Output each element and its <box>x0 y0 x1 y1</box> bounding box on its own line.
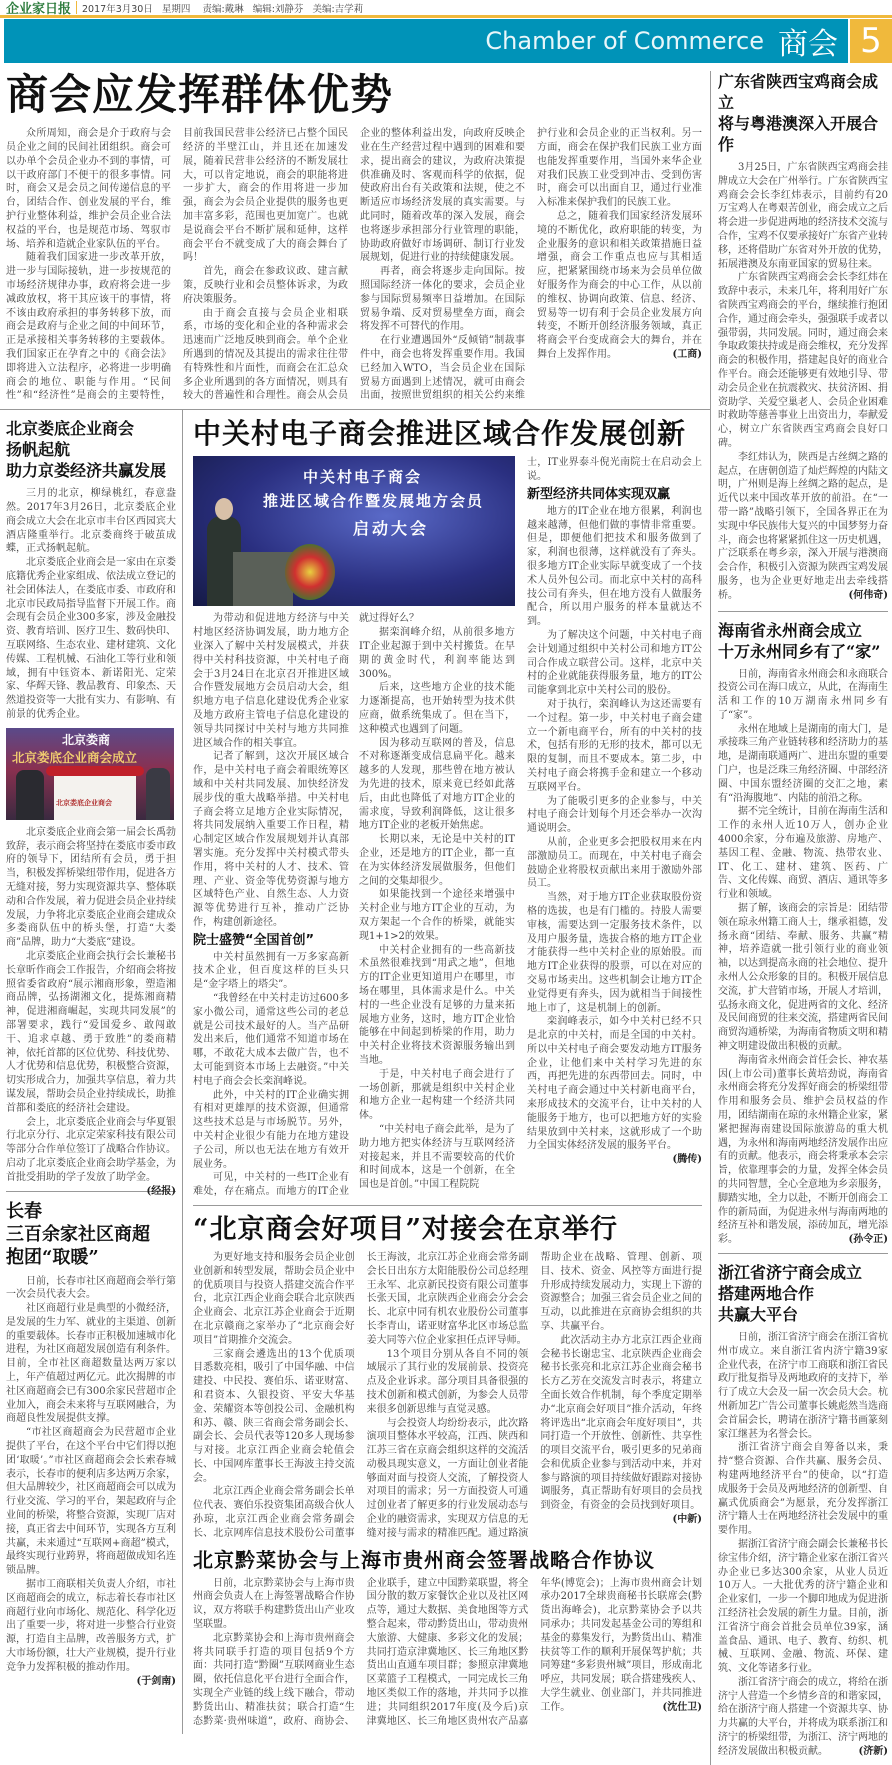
byline: (沈仕卫) <box>662 1701 702 1713</box>
headline-line: 十万永州同乡有了“家” <box>718 641 881 661</box>
person-figure <box>146 768 170 820</box>
center-column <box>183 410 710 1734</box>
headline-beijing-projects: “北京商会好项目”对接会在京举行 <box>193 1213 619 1245</box>
lower-area <box>0 410 710 1734</box>
byline: (经报) <box>146 1185 176 1197</box>
paragraph: 对于执行，栾润峰认为这还需要有一个过程。第一步，中关村电子商会建立一个新电商平台，所有的中关村的技术，包括有形的无形的技术，都可以无限的复制，而且不要成本。第二步，中关村电子商会将携手金和建立一个移动互联网平台。 <box>527 698 702 793</box>
paragraph: 于是，中关村电子商会进行了一场创新，那就是组织中关村企业和地方企业一起构建一个经济共同体。 <box>359 1068 515 1122</box>
paragraph-text: 总之，随着我们国家经济发展环境的不断优化，政府职能的转变，为企业服务的意识和相关政策措施日益增强，商会工作重点也应与其相适应，把紧紧围绕市场来为会员单位做好服务作为商会的中心工作，从以前的维权、协调向政策、信息、经济、贸易等一切有利于会员企业发展方向转变，不断开创经济服务领域，真正将商会平台变成商会大的舞台，并在舞台上发挥作用。 <box>537 211 702 361</box>
paragraph: 如果能找到一个途径来增强中关村企业与地方IT企业的互动，为双方架起一个合作的桥梁，就能实现1+1>2的效果。 <box>359 889 515 942</box>
byline: (于剑南) <box>136 1675 176 1687</box>
subheading: 院士盛赞“全国首创” <box>193 932 315 948</box>
headline-zhongguancun: 中关村电子商会推进区域合作发展创新 <box>193 417 687 451</box>
paragraph-text: 会上，北京娄底企业商会与华夏银行北京分行、北京定荣家科技有限公司等部分合作单位签订了战略合作协议。启动了北京娄底企业商会助学基金，为首批受捐助的学子发放了助学金。 <box>6 1116 176 1183</box>
headline-loudi <box>6 418 176 481</box>
article-loudi <box>6 410 176 1197</box>
paragraph: “中关村电子商会此举，是为了助力地方把实体经济与互联网经济对接起来，并且不需要较高的代价和时间成本，这是一个创新，在全国也是首创。”中国工程院院 <box>359 1123 515 1191</box>
article-loudi-body-bottom <box>6 826 176 1197</box>
photo-loudi-ceremony <box>6 728 174 820</box>
paragraph: 广东省陕西宝鸡商会会长李红炜在致辞中表示，未来几年，将利用好广东省陕西宝鸡商会的平台，继续推行抱团合作，通过商会牵头，强强联手或者以强带弱，共同发展。同时，通过商会来争取政策扶持或是商会维权，充分发挥商会的积极作用，搭建起良好的商业合作平台。商会还能够更有效地引导、带动会员企业在抗震救灾、扶贫济困、捐资助学、关爱空巢老人、会员企业困难时救助等慈善事业上出资出力，奉献爱心，树立广东省陕西宝鸡商会良好口碑。 <box>718 272 888 449</box>
paragraph: 13个项目分别从各自不同的领域展示了其行业的发展前景、投资亮点及企业诉求。部分项目具备很强的技术创新和模式创新，为参会人员带来很多创新思维与直觉灵感。 <box>366 1348 529 1415</box>
right-column <box>711 71 892 1765</box>
headline-line: 长春 <box>6 1200 42 1222</box>
paragraph-text: 海南省永州商会首任会长、神农基因(上市公司)董事长黄培劲说，海南省永州商会将充分发挥好商会的桥梁纽带作用和服务会员、维护会员权益的作用，团结湖南在琼的永州籍企业家，紧紧把握海南建设国际旅游岛的重大机遇，为永州和海南两地经济发展作出应有的贡献。他表示，商会将秉承本会宗旨，依靠理事会的力量，发挥全体会员的共同智慧，全心全意地为乡亲服务，脚踏实地，全力以赴，不断开创商会工作的新局面，为促进永州与海南两地的经济互补和谐发展，添砖加瓦，增光添彩。 <box>718 1054 888 1246</box>
paragraph: 为带动和促进地方经济与中关村地区经济协调发展，助力地方企业深入了解中关村发展模式，并获得中关村科技资源，中关村电子商会于3月24日在北京召开推进区域合作暨发展地方会员启动大会，组织地方电子信息化建设优秀企业家及地方政府主管电子信息化建设的领导共同探讨中关村与地方共同推进区域合作的相关事宜。 <box>193 613 349 749</box>
paragraph: 由于商会直接与会员企业相联系，市场的变化和企业的各种需求会迅速而广泛地反映到商会。单个企业所遇到的情况及其提出的需求往往带有特殊性和片面性，而商会在汇总众多企业所遇到的各方面情况，则具有较大的普遍性和合理性。商会从会员企业的整体利益出发，向政府反映企业在生产经营过程中遇到的困难和要求，提出商会的建议，为政府决策提供准确及时、客观而科学的依据，促使政府出台有关政策和法规，使之不断适应市场经济发展的真实需要。与此同时，随着改革的深入发展，商会也将逐步承担部分行业管理的职能，协助政府做好市场调研、制订行业发展规划，促进行业的持续健康发展。 <box>183 128 525 402</box>
paragraph-text: 此次活动主办方北京江西企业商会秘书长谢忠宝、北京陕西企业商会秘书长张亮和北京江苏企业商会秘书长方乙芳在交流发言时表示，将建立全面长效合作机制，每个季度定期举办“北京商会好项目”推介活动，年终将评选出“北京商会年度好项目”，共同打造一个开放性、创新性、共享性的项目交流平台，吸引更多的兄弟商会和优质企业参与到活动中来，并对参与路演的项目持续做好跟踪对接协调服务，真正帮助有好项目的会员找到资金，有资金的会员找到好项目。 <box>540 1334 702 1512</box>
zhongguancun-grid <box>193 456 702 1198</box>
newspaper-masthead: 企业家日报 <box>6 2 72 17</box>
paragraph <box>540 1334 702 1526</box>
article-zhongguancun-body <box>193 612 515 1198</box>
headline-line: 将与粤港澳深入开展合作 <box>718 114 879 154</box>
paragraph: “我曾经在中关村走访过600多家小微公司，通常这些公司的老总就是公司技术最好的人。当产品研发出来后，他们通常不知道市场在哪，不敢花大成本去做广告，也不太可能到资本市场上去融资。”中关村电子商会会长栾润峰说。 <box>193 992 349 1087</box>
paragraph-text: 李红炜认为，陕西是古丝绸之路的起点，在唐朝创造了灿烂辉煌的内陆文明，广州则是海上丝绸之路的起点，是近代以来中国改革开放的前沿。在“一带一路”战略引领下，全国各界正在为实现中华民族伟大复兴的中国梦努力奋斗，商会也将紧紧抓住这一历史机遇，广泛联系在粤乡亲，深入开展与港澳商会合作，积极引入资源为陕西宝鸡发展服务，也为企业更好地走出去牵线搭桥。 <box>718 451 888 601</box>
article-changchun-body <box>6 1275 176 1687</box>
paragraph: 日前，海南省永州商会和永商联合投资公司在海口成立，从此，在海南生活和工作的10万湖南永州同乡有了“家”。 <box>718 668 888 721</box>
paragraph: 此外，中关村的IT企业确实拥有相对更雄厚的技术资源，但通常这些技术总是与市场脱节。另外，中关村企业很少有能力在地方建设子公司，所以也无法在地方有效开展业务。 <box>193 1089 349 1170</box>
paragraph: 北京江西企业商会常务副会长单位代表、赛伯乐投资集团高级合伙人孙琼，北京江西企业商会常务副会长、北京网库信息技术股份公司董事长王海波，北京江苏企业商会常务副会长日出东方太阳能股份公司总经理王永军、北京新民投资有限公司董事长张天国，北京陕西企业商会分会会长、北京中同有机农业股份公司董事长李青山，诺亚财富华北区市场总监姜大同等六位企业家担任点评导师。 <box>193 1251 529 1539</box>
headline-line: 扬帆起航 <box>6 440 71 460</box>
headline-qiancai: 北京黔菜协会与上海市贵州商会签署战略合作协议 <box>193 1547 655 1572</box>
podium <box>233 552 293 606</box>
section-banner <box>4 19 848 63</box>
headline-line: 浙江省济宁商会成立 <box>718 1262 863 1282</box>
article-beijing-projects <box>193 1206 702 1547</box>
paragraph: 日前，北京黔菜协会与上海市贵州商会负责人在上海签署战略合作协议，双方将联手构建黔货出山产业攻坚联盟。 <box>193 1577 355 1631</box>
photo-text: 启动大会 <box>353 519 430 539</box>
page-body <box>0 71 892 1765</box>
article-main <box>0 71 710 409</box>
red-cloth <box>46 766 144 776</box>
paragraph-text: 据市工商联相关负责人介绍，市社区商超商会的成立，标志着长春市社区商超行业向市场化、规范化、科学化迈出了重要一步，将对进一步整合行业资源，打造自主品牌，改善服务方式，扩大市场份额，壮大产业规模，提升行业竞争力发挥积极的推动作用。 <box>6 1579 176 1673</box>
section-title-cn: 商会 <box>778 27 838 62</box>
flowers <box>285 544 335 600</box>
paragraph: 据浙江省济宁商会副会长兼秘书长徐宝伟介绍，济宁籍企业家在浙江省兴办企业已多达300余家，从业人员近10万人。一大批优秀的济宁籍企业和企业家们，一步一个脚印地成为促进浙江经济社会发展的新生力量。目前，浙江省济宁商会首批会员单位39家，涵盖食品、通讯、电子、教育、纺织、机械、互联网、金融、物流、环保、建筑、文化等诸多行业。 <box>718 1538 888 1675</box>
paragraph: 随着我们国家进一步改革开放，进一步与国际接轨，进一步按规范的市场经济规律办事，政府将会进一步减政放权，将干其应该干的事情，将不该由政府承担的事务转移下放，而商会是政府与企业之间的中间环节，正是承接相关事务转移的主要载体。我们国家正在孕育之中的《商会法》即将进入立法程序，必将进一步明确商会的地位、职能与作用。“民间性”和“经济性”是商会的主要特性，目前我国民营非公经济已占整个国民经济的半壁江山，并且还在加速发展，随着民营非公经济的不断发展壮大，可以肯定地说，商会的职能将进一步扩大，商会的作用将进一步加强，商会为会员企业提供的服务也更加丰富多彩，范围也更加宽广。也就是说商会平台不断扩展和延伸，这样商会平台不就变成了大的商会舞台了吗！ <box>6 128 348 402</box>
paragraph: 长期以来，无论是中关村的IT企业，还是地方的IT企业，都一直在为实体经济发展做服务，但他们之间的交集却很少。 <box>359 834 515 887</box>
headline-zhejiang <box>718 1262 888 1325</box>
paragraph: 中关村企业拥有的一些高新技术虽然很难找到“用武之地”，但地方的IT企业更知道用户在哪里，市场在哪里，具体需求是什么。中关村的一些企业没有足够的力量来拓展地方业务，这时，地方IT企业恰能够在中间起到桥梁的作用，助力中关村企业将技术资源服务输出到当地。 <box>359 944 515 1066</box>
top-bar <box>0 0 892 18</box>
photo-logo-text: 北京娄商 <box>62 732 111 747</box>
article-zhongguancun <box>193 410 702 1205</box>
page-number: 5 <box>850 19 892 63</box>
paragraph <box>527 1015 702 1166</box>
paragraph: 士，IT业界泰斗倪光南院士在启动会上说。 <box>527 457 702 483</box>
article-hainan <box>718 612 888 1253</box>
paragraph: 永州在地域上是湖南的南大门，是承接珠三角产业链转移和经济助力的基地，是湖南联通两广、进出东盟的重要门户，也是泛珠三角经济圈、中部经济圈、中国东盟经济圈的交汇之地，素有“沿海腹地”、内陆的前沿之称。 <box>718 723 888 804</box>
paragraph: 地方的IT企业在地方很累，利润也越来越薄，但他们做的事情非常重要。但是，即便他们把技术和服务做到了家，利润也很薄，这样就没有了奔头。很多地方IT企业实际早就变成了一个技术人员外包公司。而北京中关村的高科技公司有奔头，但在地方没有人做服务配合，所以用户服务的样本量就达不到。 <box>527 505 702 628</box>
paragraph: 浙江省济宁商会自筹备以来，秉持“整合资源、合作共赢、服务会员、构建两地经济平台”的使命，以“打造成服务于会员及两地经济的创新型、自赢式优质商会”为愿景，充分发挥浙江济宁籍人士在两地经济社会发展中的重要作用。 <box>718 1442 888 1537</box>
paragraph: “市社区商超商会为民营超市企业提供了平台，在这个平台中它们得以抱团‘取暖’。”市社区商超商会会长索春城表示，长春市的便利店多达两万余家，但大品牌较少，社区商超商会可以成为行业交流、学习的平台，架起政府与企业间的桥梁，将整合资源，实现厂店对接，真正省去中间环节，实现各方互利共赢，未来通过“互联网+商超”模式，最终实现行业跨界，将商超做成知名连锁品牌。 <box>6 1427 176 1577</box>
left-column <box>0 410 183 1734</box>
person-figure <box>16 770 44 820</box>
section-title-en: Chamber of Commerce <box>485 27 764 55</box>
paragraph: 记者了解到，这次开展区域合作，是中关村电子商会着眼统筹区域和中关村共同发展、加快经济发展步伐的重大战略举措。中关村电子商会将立足地方企业实际情况，将共同发展纳入重要工作日程，精心制定区域合作发展规划并认真部署实施。充分发挥中关村模式带头作用，将中关村的人才、技术、管理、产业、资金等优势资源与地方区域特色产业、自然生态、人力资源等优势进行互补，推动广泛协作，构建创新途径。 <box>193 751 349 928</box>
paragraph: 再者，商会将逐步走向国际。按照国际经济一体化的要求，会员企业参与国际贸易频率日益增加。在国际贸易争端、反对贸易壁垒方面，商会将发挥不可替代的作用。 <box>360 266 525 333</box>
paragraph: 为了解决这个问题，中关村电子商会计划通过组织中关村公司和地方IT公司合作成立联营公司。这样，北京中关村的企业就能获得服务量，地方的IT公司能拿到北京中关村公司的股份。 <box>527 629 702 697</box>
paragraph <box>537 210 702 362</box>
article-changchun <box>6 1192 176 1687</box>
paragraph: 3月25日，广东省陕西宝鸡商会挂牌成立大会在广州举行。广东省陕西宝鸡商会会长李红炜表示，目前约有20万宝鸡人在粤艰苦创业，商会成立之后将会进一步促进两地的经济技术交流与合作，宝鸡不仅要承接好广东省产业转移，还将借助广东省对外开放的优势，拓展港澳及东南亚国家的贸易往来。 <box>718 162 888 270</box>
paragraph: 可见，中关村的一些IT企业有难处，存在痛点。而地方的IT企业就过得好么？ <box>193 613 419 1198</box>
divider <box>76 1 77 14</box>
headline-line: 搭建两地合作 <box>718 1283 815 1303</box>
paragraph-text: 北京黔菜协会和上海市贵州商会将共同联手打造的项目包括9个方面：共同打造“黔圈”互联网商业生态圈，依托信息化平台进行全面合作，实现全产业链的线上线下融合，带动黔货出山、精准扶贫；联合打造“生态黔菜·贵州味道”，政府、商协会、企业联手，建立中国黔菜联盟，将全国分散的数万家餐饮企业以及社区网点等，通过大数据、美食地图等方式整合起来，带动黔货出山，带动贵州大旅游、大健康、多彩文化的发展；共同打造京津冀地区、长三角地区黔货出山直通车项目群；参照京津冀地区菜篮子工程模式，一同完成长三角地区类似工作的落地，并共同予以推进；共同组织2017年度(及今后)京津冀地区、长三角地区贵州农产品嘉年华(博览会)；上海市贵州商会计划承办2017全球贵商秘书长联席会(黔货出海峰会)，北京黔菜协会予以共同承办；共同发起基金公司的筹组和基金的募集发行，为黔货出山、精准扶贫等工作的顺利开展保驾护航；共同筹建“多彩贵州城”项目，形成南北呼应，共同发展；联合搭建残疾人、大学生就业、创业部门，并共同推进工作。 <box>193 1577 702 1727</box>
headline-line: 抱团“取暖” <box>6 1246 99 1268</box>
byline: (济新) <box>858 1745 888 1757</box>
paragraph-text: 浙江省济宁商会的成立，将给在浙济宁人营造一个乡情乡音的和谐家园，给在浙济宁商人搭建一个资源共享、协力共赢的大平台，并将成为联系浙江和济宁的桥梁纽带，为浙江、济宁两地的经济发展做出积极贡献。 <box>718 1676 888 1757</box>
paragraph <box>718 1054 888 1247</box>
headline-line: 助力京娄经济共赢发展 <box>6 461 167 481</box>
article-zhejiang-body <box>718 1331 888 1759</box>
article-zhongguancun-col3 <box>527 456 702 1198</box>
paragraph: 众所周知，商会是介于政府与会员企业之间的民间社团组织。商会可以办单个会员企业办不到的事情，可以干政府部门不便干的很多事情。同时，商会又是会员之间传递信息的平台，团结合作、创业发展的平台，维护行业整体利益，维护会员企业合法权益的平台，也是规范市场、驾驭市场、培养和造就企业家队伍的平台。 <box>6 128 171 250</box>
headline-changchun <box>6 1200 176 1269</box>
paragraph <box>718 451 888 603</box>
headline-guangdong <box>718 71 888 155</box>
headline-line: 三百余家社区商超 <box>6 1223 150 1245</box>
paragraph: 为更好地支持和服务会员企业创业创新和转型发展，帮助会员企业中的优质项目与投资人搭建交流合作平台，北京江西企业商会联合北京陕西企业商会、北京江苏企业商会于近期在北京赣商之家举办了“北京商会好项目”首期推介交流会。 <box>193 1251 355 1346</box>
paragraph: 日前，长春市社区商超商会举行第一次会员代表大会。 <box>6 1275 176 1301</box>
headline-main: 商会应发挥群体优势 <box>6 70 394 119</box>
byline: (工商) <box>672 349 702 361</box>
headline-line: 广东省陕西宝鸡商会成立 <box>718 72 879 112</box>
article-guangdong-body <box>718 161 888 603</box>
paragraph <box>6 1578 176 1687</box>
subheading: 新型经济共同体实现双赢 <box>527 487 671 503</box>
headline-line: 共赢大平台 <box>718 1304 799 1324</box>
article-zhejiang <box>718 1254 888 1765</box>
main-area <box>0 71 711 1765</box>
headline-line: 海南省永州商会成立 <box>718 620 863 640</box>
paragraph: 为了能吸引更多的企业参与，中关村电子商会计划每个月还会举办一次沟通说明会。 <box>527 795 702 835</box>
paragraph: 与会投资人均纷纷表示，此次路演项目整体水平较高，江西、陕西和江苏三省在京商会组织这样的交流活动极具现实意义，一方面让创业者能够面对面与投资人交流，了解投资人对项目的需求；另一方面投资人可通过创业者了解更多的行业发展动态与企业的融资需求，实现双方信息的无缝对接与需求的精准匹配。通过路演帮助企业在战略、管理、创新、项目、技术、资金、风控等方面进行提升形成持续发展动力，实现上下游的资源整合；加强三省会员企业之间的互动，以此推进在京商协会组织的共享、共赢平台。 <box>366 1251 702 1539</box>
article-loudi-body-top <box>6 487 176 722</box>
paragraph: 据了解，该商会的宗旨是：团结带领在琼永州籍工商人士，继承祖德，发扬永商“团结、奉献、服务、共赢”精神，培养造就一批引领行业的商业领袖，以达到提高永商的社会地位、提升永州人公众形象的目的。积极开展信息交流，扩大营销市场，开展人才培训，弘扬永商文化，促进两省的文化、经济及民间商贸的往来交流，搭建两省民间商贸沟通桥梁，为海南省物质文明和精神文明建设做出积极的贡献。 <box>718 903 888 1053</box>
paragraph: 北京娄底企业商会是一家由在京娄底籍优秀企业家组成、依法成立登记的社会团体法人，在娄底市委、市政府和北京市民政局指导监督下开展工作。商会现有会员企业300多家，涉及金融投资、教育培训、医疗卫生、数码快印、互联网络、生态农业、建材建筑、文化传媒、工程机械、石油化工等行业和领域，拥有中钰资本、新诺阳光、定荣家、华辉天锋、教品教育、印象杰、天然道投资等一大批有实力、有影响、有前景的优秀企业。 <box>6 557 176 720</box>
paragraph: 在行业遭遇国外“反倾销”制裁事件中，商会也将发挥重要作用。我国已经加入WTO，当会员企业在国际贸易方面遇到上述情况，就可由商会出面，按照世贸组织的相关公约来维护行业和会员企业的正当权利。另一方面，商会在保护我们民族工业方面也能发挥重要作用，当国外来华企业对我们民族工业受到冲击、受到伤害时，商会可以出面自卫，通过行业准入标准来保护我们的民族工业。 <box>360 128 702 402</box>
paragraph: 从前，企业更多会把股权用来在内部激励员工。而现在，中关村电子商会鼓励企业将股权贡献出来用于激励外部员工。 <box>527 836 702 890</box>
byline: (何伟奇) <box>848 589 888 601</box>
article-qiancai-body <box>193 1577 702 1729</box>
paragraph: 据不完全统计，目前在海南生活和工作的永州人近10万人，创办企业4000余家，分布遍及旅游、房地产、基因工程、金融、物流、热带农业、IT、化工、建材、建筑、医药、广告、文化传媒、商贸、酒店、通讯等多行业和领域。 <box>718 806 888 901</box>
headline-hainan <box>718 620 888 662</box>
photo-text: 推进区域合作暨发展地方会员 <box>263 492 485 511</box>
byline: (中新) <box>672 1514 702 1526</box>
paragraph <box>6 1116 176 1197</box>
photo-text: 中关村电子商会 <box>303 468 423 487</box>
headline-line: 北京娄底企业商会 <box>6 419 135 439</box>
paragraph: 中关村虽然拥有一万多家高新技术企业，但百度这样的巨头只是“金字塔上的塔尖”。 <box>193 951 349 991</box>
byline: (孙令正) <box>848 1234 888 1246</box>
paragraph-text: 栾润峰表示，如今中关村已经不只是北京的中关村，而是全国的中关村。所以中关村电子商会要发动地方IT服务企业，让他们来中关村学习先进的东西，再把先进的东西带回去。同时，中关村电子商会通过中关村新电商平台，来形成技术的交流平台，让中关村的人能服务于地方，也可以把地方好的实验结果放到中关村来，这就形成了一个助力全国实体经济发展的服务平台。 <box>527 1016 702 1152</box>
paragraph: 首先，商会在参政议政、建言献策，反映行业和会员整体诉求，为政府决策服务。 <box>183 266 348 305</box>
paragraph: 三月的北京，柳绿桃红，春意盎然。2017年3月26日，北京娄底企业商会成立大会在北京市丰台区西园宾大酒店隆重举行。北京娄商终于破茧成蝶，正式扬帆起航。 <box>6 488 176 555</box>
issue-meta: 2017年3月30日 星期四 责编:戴琳 编辑:刘静芬 美编:吉学莉 <box>82 3 364 15</box>
paragraph: 社区商超行业是典型的小微经济，是发展的生力军、就业的主渠道、创新的重要载体。长春市正积极加速城市化进程，为社区商超发展创造有利条件。目前，全市社区商超数量达两万家以上，年产值超过两亿元。此次揭牌的市社区商超商会已有300余家民营超市企业加入，商会未来将与互联网融合，为商超良性发展提供支撑。 <box>6 1303 176 1425</box>
byline: (腾传) <box>672 1154 702 1166</box>
paragraph: 后来，这些地方企业的技术能力逐渐提高，也开始转型为技术供应商，做系统集成了。但在当下，这种模式也遇到了问题。 <box>359 682 515 735</box>
plaque-text: 北京娄底企业商会 <box>56 797 112 807</box>
paragraph <box>718 1676 888 1759</box>
article-guangdong <box>718 71 888 611</box>
paragraph: 三家商会遴选出的13个优质项目悉数亮相，吸引了中国华融、中信建投、中民投、赛伯乐、诺亚财富、和君资本、久银投资、平安大华基金、荣耀资本等创投公司、金融机构和苏、赣、陕三省商会常务副会长、副会长、会员代表等120多人现场参与对接。北京江西企业商会轮值会长、中国网库董事长王海波主持交流会。 <box>193 1348 355 1484</box>
article-beijing-projects-body <box>193 1251 702 1541</box>
photo-zhongguancun-conference <box>193 456 515 606</box>
article-qiancai <box>193 1547 702 1735</box>
zhongguancun-left <box>193 456 515 1198</box>
article-main-body <box>6 127 702 403</box>
paragraph: 据栾润峰介绍，从前很多地方IT企业起源于到中关村搬货。在早期的黄金时代，利润率能达到300%。 <box>359 627 515 680</box>
paragraph: 北京娄底企业商会第一届会长禹勃致辞，表示商会将坚持在娄底市委市政府的领导下，团结所有会员，勇于担当，积极发挥桥梁纽带作用，促进各方无缝对接，努力实现资源共享、整体联动和合作发展，着力促进会员企业持续发展，力争将北京娄底企业商会建成众多娄商队伍中的桥头堡，打造“大娄商”品牌，助力“大娄底”建设。 <box>6 826 176 949</box>
paragraph: 因为移动互联网的普及，信息不对称逐渐变成信息扁平化。越来越多的人发现，那些曾在地方被认为先进的技术，原来竟已经如此落后，由此也降低了对地方IT企业的需求度，导致利润降低，这让很多地方IT企业的老板开始焦虑。 <box>359 737 515 832</box>
section-banner-row <box>0 19 892 63</box>
plaque <box>54 772 136 820</box>
photo-banner-text: 北京娄底企业商会成立 <box>12 749 138 765</box>
paragraph: 当然，对于地方IT企业获取股份资格的选拔，也是有门槛的。持股人需要审核，需要达到一定服务技术条件，以及用户服务量，选拔合格的地方IT企业才能获得一些中关村企业的原始股。而地方IT企业获得的股票，可以在对应的交易市场卖出。这些机制会让地方IT企业觉得更有奔头，因为就相当于间接性地上市了，这是机制上的创新。 <box>527 892 702 1014</box>
paragraph: 北京娄底企业商会执行会长兼秘书长章昕作商会工作报告，介绍商会将按照省委省政府“展示湘商形象，塑造湘商品牌，弘扬湖湘文化，提炼湘商精神，促进湘商崛起，实现共同发展”的部署要求，践行“爱国爱乡、敢闯敢干、追求卓越、勇于致胜”的娄商精神，依托首都的区位优势、科技优势、人才优势和信息优势，积极整合资源，切实形成合力，加强共享信息，着力共谋发展，帮助会员企业持续成长，助推首都和娄底的经济社会建设。 <box>6 950 176 1114</box>
article-hainan-body <box>718 668 888 1247</box>
paragraph: 日前，浙江省济宁商会在浙江省杭州市成立。来自浙江省内济宁籍39家企业代表，在济宁市工商联和浙江省民政厅批复指导及两地政府的支持下，举行了成立大会及一届一次会员大会。杭州新加艺广告公司董事长姚彪然当选商会首届会长，聘请在浙济宁籍书画篆刻家江继甚为名誉会长。 <box>718 1331 888 1440</box>
